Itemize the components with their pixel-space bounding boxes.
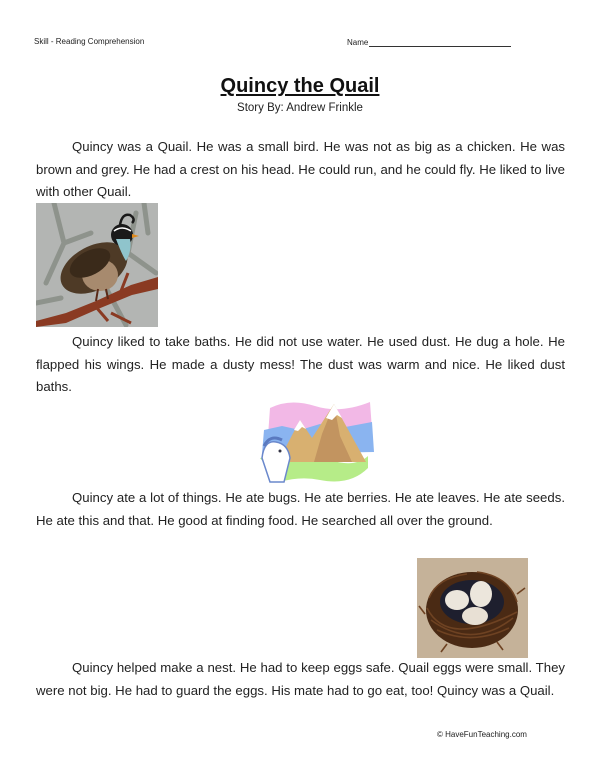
story-title: Quincy the Quail: [220, 75, 380, 97]
paragraph-3-text: Quincy ate a lot of things. He ate bugs. He ate berries. He ate leaves. He ate seeds. He ate this and that. He good at finding food. He searched all over the ground.: [36, 490, 565, 528]
paragraph-2-text: Quincy liked to take baths. He did not use water. He used dust. He dug a hole. He flapped his wings. He made a dusty mess! The dust was warm and nice. He liked dust baths.: [36, 334, 565, 394]
copyright-footer: © HaveFunTeaching.com: [437, 730, 527, 739]
quail-icon: [36, 203, 158, 327]
skill-label: Skill - Reading Comprehension: [34, 37, 145, 46]
mountains-image: [260, 396, 378, 486]
mountains-icon: [260, 396, 378, 486]
name-label: Name: [347, 38, 369, 47]
nest-with-eggs-icon: [417, 558, 528, 658]
paragraph-4: [36, 657, 565, 702]
paragraph-1-text: Quincy was a Quail. He was a small bird. He was not as big as a chicken. He was brown and grey. He had a crest on his head. He could run, and he could fly. He liked to live with other Quail.: [36, 139, 565, 199]
paragraph-1: [36, 136, 565, 204]
name-blank-line[interactable]: [369, 37, 511, 47]
name-field: [347, 37, 511, 47]
paragraph-2: [36, 331, 565, 399]
paragraph-3: [36, 487, 565, 532]
nest-image: [417, 558, 528, 658]
story-byline: Story By: Andrew Frinkle: [237, 102, 363, 114]
quail-image: [36, 203, 158, 327]
paragraph-4-text: Quincy helped make a nest. He had to keep eggs safe. Quail eggs were small. They were not big. He had to guard the eggs. His mate had to go eat, too! Quincy was a Quail.: [36, 660, 565, 698]
